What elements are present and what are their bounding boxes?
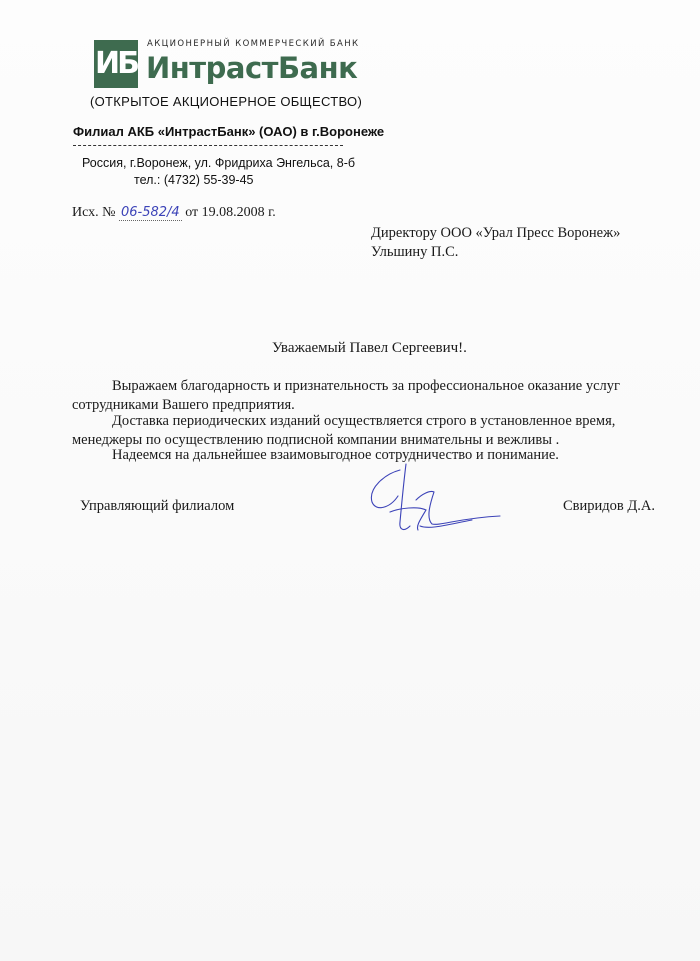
- reference-date-prefix: от: [185, 205, 199, 220]
- reference-number: 06-582/4: [121, 205, 180, 220]
- bank-logo-icon: ИБ: [94, 40, 138, 88]
- paragraph-gratitude-line2: сотрудниками Вашего предприятия.: [72, 397, 295, 413]
- paragraph-delivery: [72, 412, 672, 450]
- branch-phone: тел.: (4732) 55-39-45: [134, 173, 254, 187]
- paragraph-cooperation-line1: Надеемся на дальнейшее взаимовыгодное сотрудничество и понимание.: [112, 447, 559, 463]
- bank-legal-form: (ОТКРЫТОЕ АКЦИОНЕРНОЕ ОБЩЕСТВО): [90, 94, 363, 109]
- signatory-name: Свиридов Д.А.: [563, 498, 655, 514]
- header-divider: [73, 145, 343, 146]
- paragraph-delivery-line1: Доставка периодических изданий осуществляется строго в установленное время,: [112, 413, 616, 429]
- bank-tagline: АКЦИОНЕРНЫЙ КОММЕРЧЕСКИЙ БАНК: [147, 39, 360, 49]
- signatory-position: Управляющий филиалом: [80, 498, 235, 514]
- addressee-name: Ульшину П.С.: [371, 244, 459, 260]
- salutation: Уважаемый Павел Сергеевич!.: [272, 340, 467, 356]
- bank-name: ИнтрастБанк: [146, 51, 358, 85]
- paragraph-gratitude-line1: Выражаем благодарность и признательность за профессиональное оказание услуг: [112, 378, 620, 394]
- branch-address: Россия, г.Воронеж, ул. Фридриха Энгельса, 8-б: [82, 156, 356, 170]
- outgoing-reference: [72, 205, 276, 221]
- branch-title: Филиал АКБ «ИнтрастБанк» (ОАО) в г.Воронеже: [73, 124, 385, 139]
- handwritten-signature-icon: [360, 460, 510, 545]
- reference-date: 19.08.2008 г.: [201, 205, 276, 220]
- reference-prefix: Исх. №: [72, 205, 116, 220]
- paragraph-gratitude: [72, 377, 672, 415]
- addressee-position: Директору ООО «Урал Пресс Воронеж»: [371, 225, 621, 241]
- paragraph-delivery-line2: менеджеры по осуществлению подписной компании внимательны и вежливы .: [72, 432, 560, 448]
